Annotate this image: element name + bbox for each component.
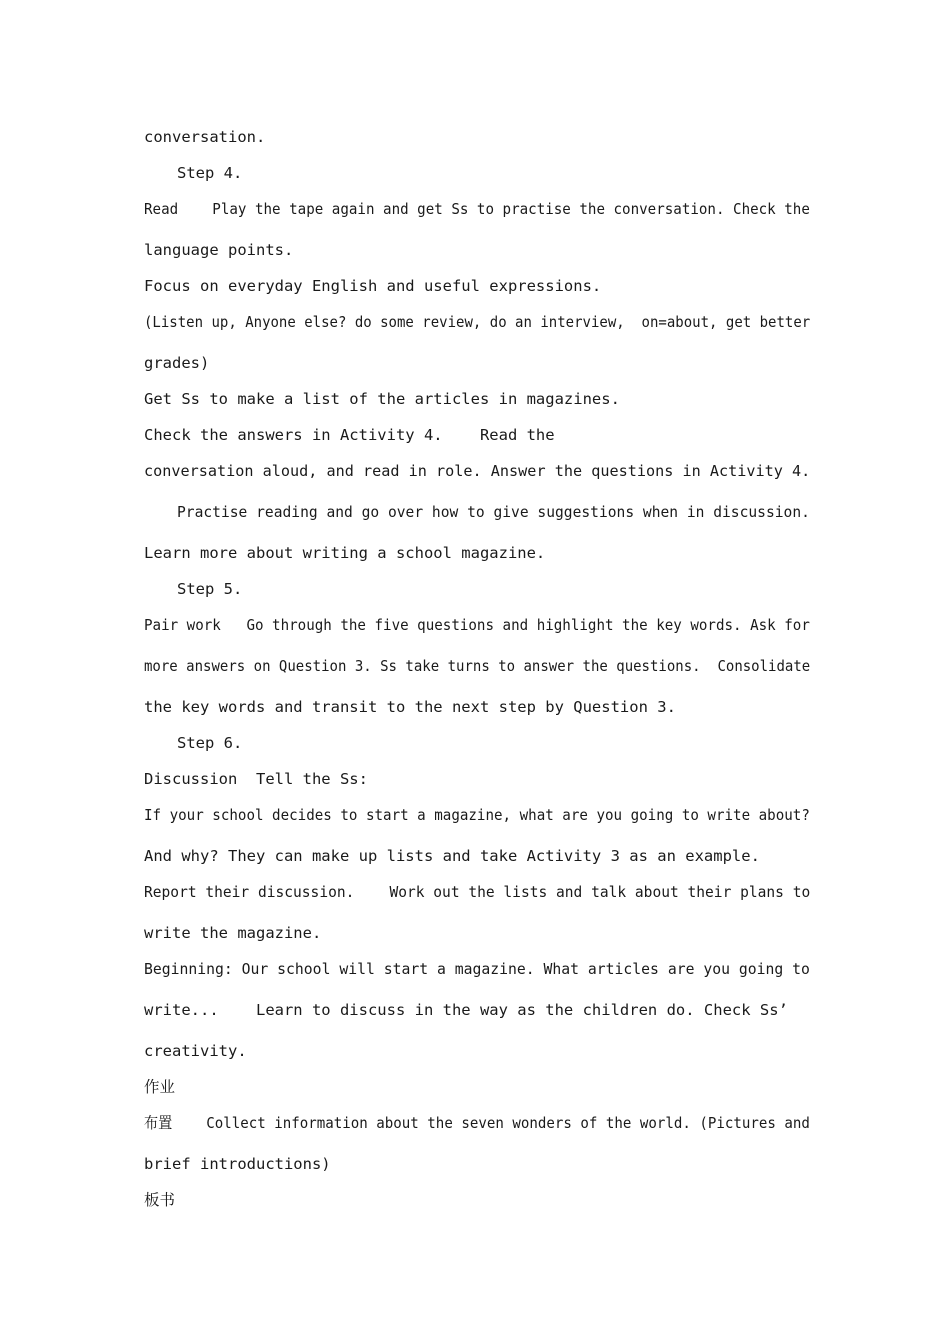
text-line: write the magazine.: [144, 924, 322, 942]
text-line: Read Play the tape again and get Ss to practise the conversation. Check the: [144, 200, 810, 218]
text-line: Discussion Tell the Ss:: [144, 770, 368, 788]
text-line: Focus on everyday English and useful expressions.: [144, 277, 602, 295]
text-line: 布置 Collect information about the seven wonders of the world. (Pictures and: [144, 1114, 810, 1132]
text-line: If your school decides to start a magazine, what are you going to write about?: [144, 806, 810, 824]
step-heading: Step 5.: [177, 580, 243, 598]
text-line: (Listen up, Anyone else? do some review, do an interview, on=about, get better: [144, 313, 811, 331]
text-line: Learn more about writing a school magazine.: [144, 544, 546, 562]
text-line: grades): [144, 354, 210, 372]
text-line: Pair work Go through the five questions and highlight the key words. Ask for: [144, 616, 810, 634]
text-line: write... Learn to discuss in the way as the children do. Check Ss’: [144, 1001, 788, 1019]
step-heading: Step 4.: [177, 164, 243, 182]
text-line: the key words and transit to the next step by Question 3.: [144, 698, 676, 716]
text-line: Get Ss to make a list of the articles in magazines.: [144, 390, 620, 408]
text-line: conversation.: [144, 128, 266, 146]
text-line: Beginning: Our school will start a magazine. What articles are you going to: [144, 960, 810, 978]
text-line: brief introductions): [144, 1155, 331, 1173]
step-heading: Step 6.: [177, 734, 243, 752]
text-line: Practise reading and go over how to give suggestions when in discussion.: [177, 503, 810, 521]
text-line: more answers on Question 3. Ss take turns to answer the questions. Consolidate: [144, 657, 811, 675]
text-line: Check the answers in Activity 4. Read the: [144, 426, 555, 444]
text-line: creativity.: [144, 1042, 247, 1060]
text-line: Report their discussion. Work out the lists and talk about their plans to: [144, 883, 811, 901]
text-line: language points.: [144, 241, 294, 259]
text-line: And why? They can make up lists and take Activity 3 as an example.: [144, 847, 760, 865]
section-label-homework: 作业: [144, 1078, 176, 1096]
text-line: conversation aloud, and read in role. Answer the questions in Activity 4.: [144, 462, 811, 480]
section-label-blackboard: 板书: [144, 1191, 176, 1209]
